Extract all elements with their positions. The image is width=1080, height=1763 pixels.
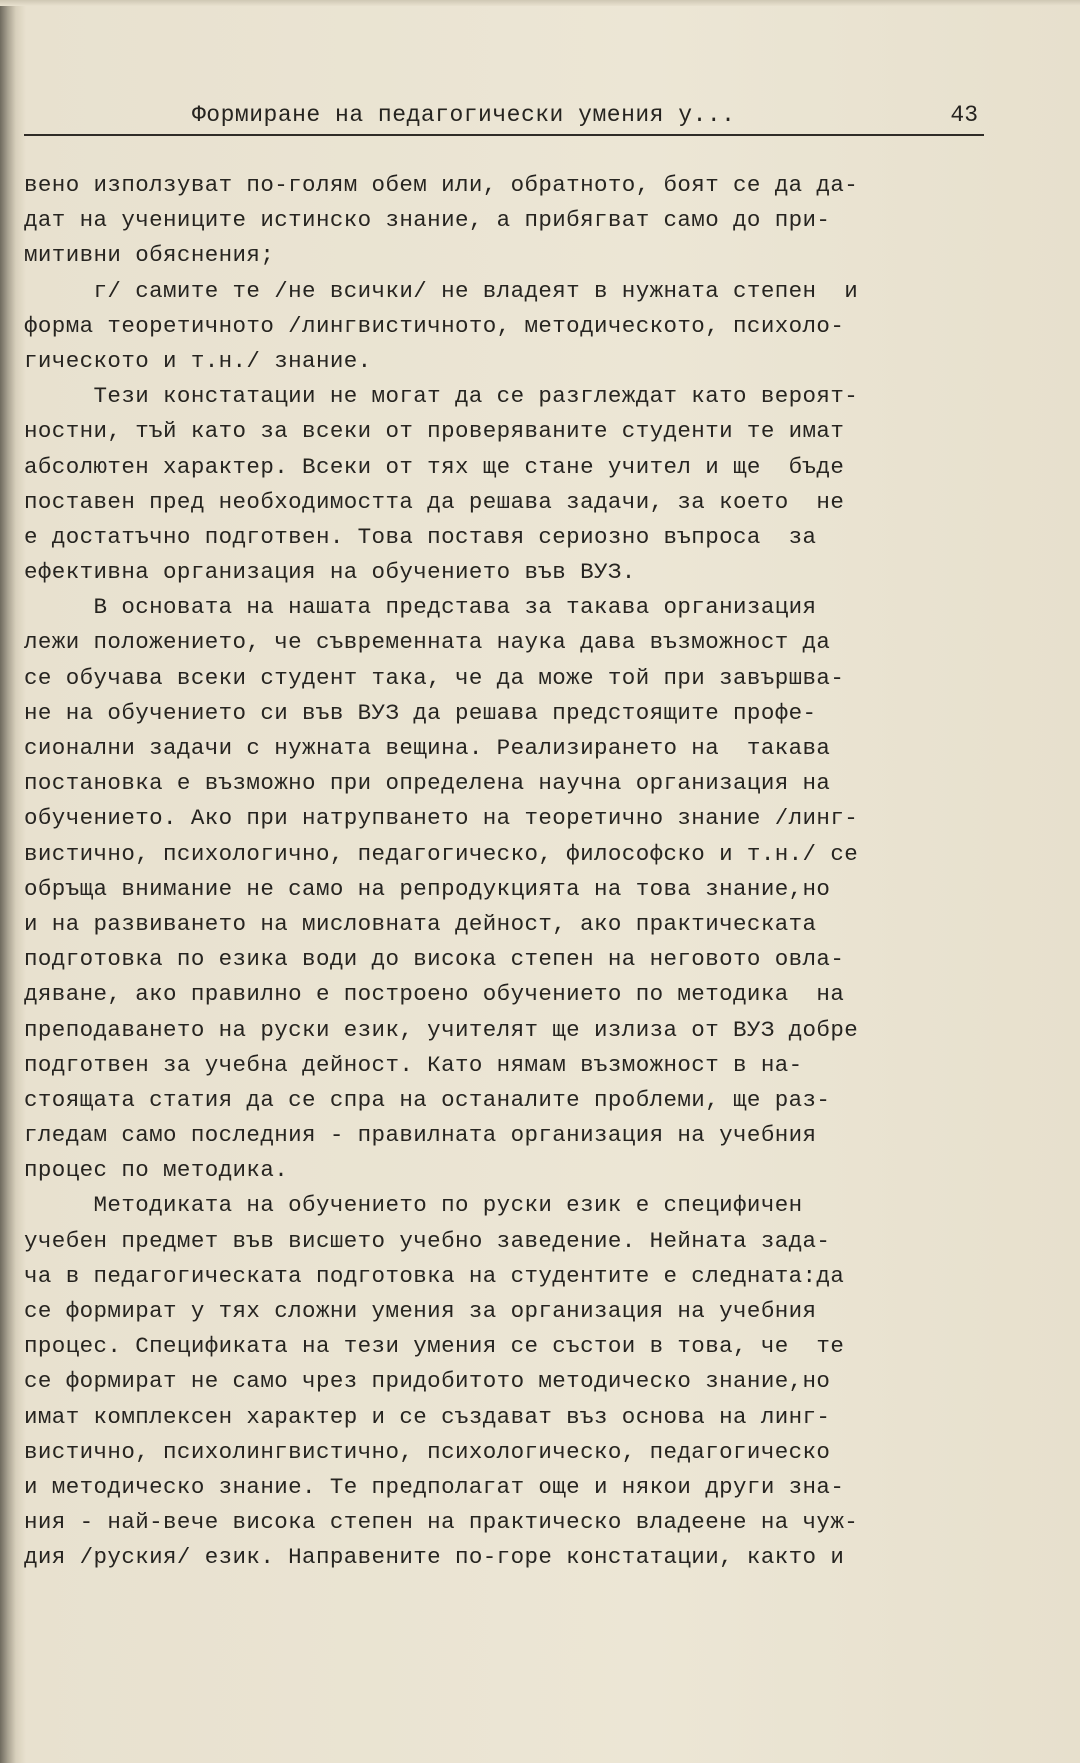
text-line: преподаването на руски език, учителят ще излиза от ВУЗ добре <box>24 1016 859 1043</box>
text-line: Методиката на обучението по руски език е специфичен <box>24 1192 803 1219</box>
text-line: ефективна организация на обучението във ВУЗ. <box>24 559 636 586</box>
text-line: подготвен за учебна дейност. Като нямам възможност в на- <box>24 1051 803 1078</box>
text-line: се формират не само чрез придобитото методическо знание,но <box>24 1368 831 1395</box>
text-line: гледам само последния - правилната организация на учебния <box>24 1122 817 1149</box>
text-line: ностни, тъй като за всеки от проверяваните студенти те имат <box>24 418 845 445</box>
text-line: вистично, психолингвистично, психологическо, педагогическо <box>24 1438 831 1465</box>
text-line: стоящата статия да се спра на останалите проблеми, ще раз- <box>24 1086 831 1113</box>
text-line: лежи положението, че съвременната наука дава възможност да <box>24 629 831 656</box>
text-line: ча в педагогическата подготовка на студентите е следната:да <box>24 1262 845 1289</box>
text-line: обучението. Ако при натрупването на теоретично знание /линг- <box>24 805 859 832</box>
text-line: е достатъчно подготвен. Това поставя сериозно въпроса за <box>24 523 817 550</box>
text-line: обръща внимание не само на репродукцията на това знание,но <box>24 875 831 902</box>
text-line: и методическо знание. Те предполагат още и някои други зна- <box>24 1473 845 1500</box>
body-text <box>24 168 999 1576</box>
text-line: ния - най-вече висока степен на практическо владеене на чуж- <box>24 1509 859 1536</box>
text-line: сионални задачи с нужната вещина. Реализирането на такава <box>24 735 831 761</box>
page-top-edge <box>0 0 1080 6</box>
text-line: абсолютен характер. Всеки от тях ще стане учител и ще бъде <box>24 453 845 480</box>
text-line: имат комплексен характер и се създават въз основа на линг- <box>24 1403 831 1430</box>
text-line: се формират у тях сложни умения за организация на учебния <box>24 1298 817 1324</box>
text-line: форма теоретичното /лингвистичното, методическото, психоло- <box>24 312 845 339</box>
text-line: процес. Спецификата на тези умения се състои в това, че те <box>24 1333 845 1360</box>
text-line: Тези констатации не могат да се разглеждат като вероят- <box>24 383 859 410</box>
text-line: не на обучението си във ВУЗ да решава предстоящите профе- <box>24 699 817 726</box>
text-line: учебен предмет във висшето учебно заведение. Нейната зада- <box>24 1227 831 1254</box>
running-header <box>24 96 984 138</box>
page-number: 43 <box>950 102 978 128</box>
text-line: В основата на нашата представа за такава организация <box>24 594 817 621</box>
text-line: гическото и т.н./ знание. <box>24 347 372 374</box>
text-line: вистично, психологично, педагогическо, философско и т.н./ се <box>24 840 859 867</box>
text-line: процес по методика. <box>24 1157 289 1184</box>
text-line: дяване, ако правилно е построено обучението по методика на <box>24 981 845 1008</box>
text-line: вено използуват по-голям обем или, обратното, боят се да да- <box>24 172 859 198</box>
text-line: се обучава всеки студент така, че да може той при завършва- <box>24 664 845 691</box>
running-title: Формиране на педагогически умения у... <box>192 102 736 128</box>
header-rule <box>24 134 984 136</box>
text-line: митивни обяснения; <box>24 242 275 269</box>
text-line: дия /руския/ език. Направените по-горе констатации, както и <box>24 1544 845 1571</box>
text-line: подготовка по езика води до висока степен на неговото овла- <box>24 946 845 973</box>
text-line: постановка е възможно при определена научна организация на <box>24 770 831 797</box>
text-line: дат на учениците истинско знание, а прибягват само до при- <box>24 207 831 234</box>
text-line: и на развиването на мисловната дейност, ако практическата <box>24 910 817 937</box>
text-line: г/ самите те /не всички/ не владеят в нужната степен и <box>24 277 859 304</box>
text-line: поставен пред необходимостта да решава задачи, за което не <box>24 488 845 515</box>
